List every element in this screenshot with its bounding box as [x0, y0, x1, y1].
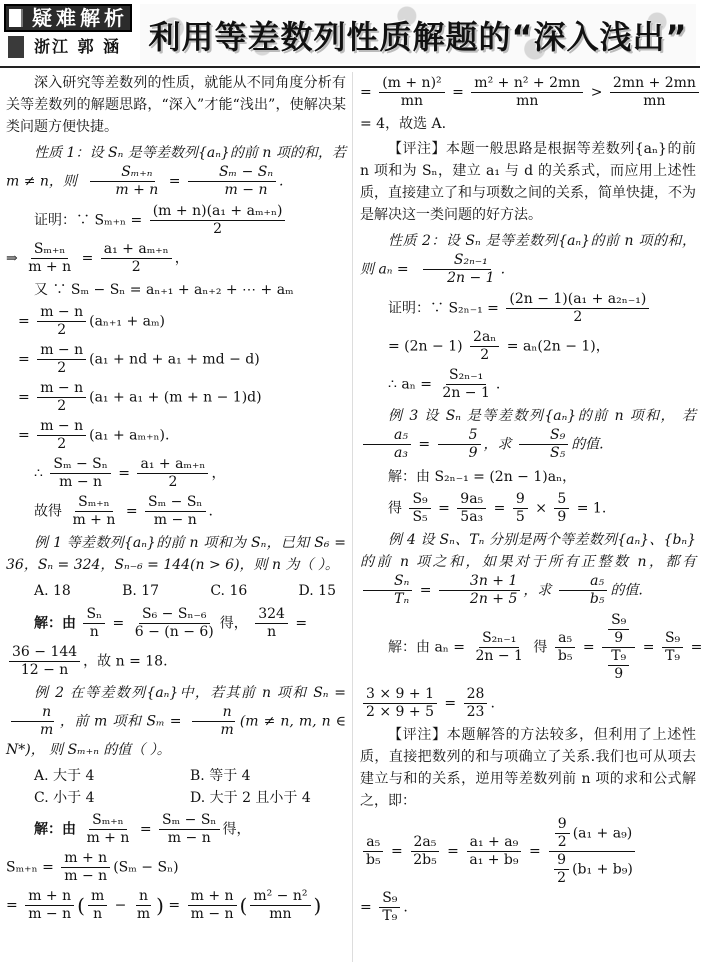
proof-1-implication: ⇒ $\frac{\text{Sₘ₊ₙ}}{m + n}$ = $\frac{\text{a₁ + aₘ₊ₙ}}{2}$ ， — [6, 241, 189, 275]
solution-2-line-4: = $\frac{\text{(m + n)²}}{mn}$ = $\frac{\text{m² + n² + 2mn}}{mn}$ > $\frac{2mn + 2mn}{mn}$ — [360, 75, 696, 110]
proof-2-line-2: = (2n − 1) $\frac{\text{2aₙ}}{2}$ = aₙ(2n − 1)， — [388, 329, 610, 363]
column-divider — [352, 72, 353, 962]
solution-2-line-1: 解：由 $\frac{\text{Sₘ₊ₙ}}{m + n}$ = $\frac{\text{Sₘ − Sₙ}}{m - n}$ 得， — [34, 812, 251, 846]
example-1: 例 1 等差数列{aₙ}的前 n 项和为 Sₙ，已知 S₆ = 36，Sₙ = 324，Sₙ₋₆ = 144(n > 6)，则 n 为（ ）。 — [6, 535, 346, 573]
option-c: C. 16 — [210, 583, 248, 599]
option-b: B. 等于 4 — [190, 768, 251, 784]
proof-1-conclusion: 故得 $\frac{\text{Sₘ₊ₙ}}{m + n}$ = $\frac{\text{Sₘ − Sₙ}}{m - n}$ . — [34, 494, 213, 528]
property-1-statement: 性质 1：设 Sₙ 是等差数列{aₙ}的前 n 项的和，若 m ≠ n，则 — [6, 145, 346, 190]
solution-3-line-2: 得 $\frac{\text{S₉}}{\text{S₅}}$ = $\frac{\text{9a₅}}{\text{5a₃}}$ = $\frac{9}{5}$ × $\frac{5}{9}$ = 1. — [388, 491, 607, 525]
equals-sign: = — [168, 173, 181, 190]
option-a: A. 18 — [34, 583, 71, 599]
solution-3-line-1: 解：由 S₂ₙ₋₁ = (2n − 1)aₙ， — [388, 469, 577, 485]
solution-4-line-2: $\frac{3 \times 9 + 1}{2 \times 9 + 5}$ = $\frac{28}{23}$ . — [360, 686, 696, 721]
example-2: 例 2 在等差数列{aₙ}中，若其前 n 项和 Sₙ = $\frac{n}{m}$ ，前 m 项和 Sₘ = $\frac{n}{m}$ (m ≠ n, m, n ∈ N*)， 则 Sₘ₊ₙ 的值（ ）。 — [6, 685, 347, 758]
solution-2-line-2: Sₘ₊ₙ = $\frac{m + n}{m - n}$ (Sₘ − Sₙ) — [6, 850, 179, 884]
proof-1-line: 证明：∵ Sₘ₊ₙ = $\frac{\text{(m + n)(a₁ + aₘ₊ₙ)}}{2}$ — [6, 203, 346, 238]
property-1: 性质 1：设 Sₙ 是等差数列{aₙ}的前 n 项的和，若 m ≠ n，则 $\frac{\text{Sₘ₊ₙ}}{m + n}$ = $\frac{\text{Sₘ − Sₙ}}{m - n}$ . — [6, 145, 346, 198]
article-title: 利用等差数列性质解题的“深入浅出” — [148, 18, 688, 56]
author-bar-decoration — [8, 36, 24, 58]
comment-2: 【评注】本题解答的方法较多，但利用了上述性质，直接把数列的和与项确立了关系.我们也可从项去建立与和的关系，逆用等差数列前 n 项的求和公式解之，即： — [360, 727, 696, 809]
proof-1-step-2: = $\frac{m - n}{2}$ (a₁ + nd + a₁ + md − d) — [18, 342, 260, 376]
property-1-rhs: $\frac{\text{Sₘ − Sₙ}}{m - n}$ — [188, 164, 276, 199]
solution-4-line-1: 解：由 aₙ = $\frac{\text{S₂ₙ₋₁}}{2n - 1}$ 得 $\frac{\text{a₅}}{\text{b₅}}$ = $\frac{\frac{\text{S₉}}{9}}{\frac{\text{T₉}}{9}}$ = $\frac{\text{S₉}}{\text{T₉}}$ = — [388, 612, 702, 682]
intro-paragraph: 深入研究等差数列的性质，就能从不同角度分析有关等差数列的解题思路，“深入”才能“浅出”，使解决某类问题方便快捷。 — [6, 75, 346, 135]
example-3: 例 3 设 Sₙ 是等差数列{aₙ}的前 n 项和， 若 $\frac{\text{a₅}}{\text{a₃}}$ = $\frac{5}{9}$ ，求 $\frac{\text{S₉}}{\text{S₅}}$ 的值. — [360, 405, 696, 462]
option-a: A. 大于 4 — [34, 768, 95, 784]
section-tag — [4, 4, 132, 32]
right-column — [360, 72, 702, 928]
solution-2-line-5: = 4，故选 A. — [360, 116, 447, 132]
article-header — [0, 0, 700, 66]
proof-1-step-1: = $\frac{m - n}{2}$ (aₙ₊₁ + aₘ) — [18, 304, 166, 338]
tag-corner-decoration — [9, 9, 23, 27]
solution-2-line-3: = $\frac{m + n}{m - n}$ ( $\frac{m}{n}$ − $\frac{n}{m}$ ) = $\frac{m + n}{m - n}$ ( $\frac{\text{m² − n²}}{mn}$ ) — [6, 888, 322, 922]
final-derivation-line-1: $\frac{\text{a₅}}{\text{b₅}}$ = $\frac{\text{2a₅}}{\text{2b₅}}$ = $\frac{\text{a₁ + a₉}}{\text{a₁ + b₉}}$ = $\frac{9}{2}$ (a₁ + a₉) $\frac{9}{2}$ (b₁ + b₉) — [360, 816, 696, 887]
option-d: D. 大于 2 且小于 4 — [190, 790, 311, 806]
header-rule — [0, 66, 700, 68]
author-name: 浙江 郭 涵 — [34, 37, 122, 56]
solution-1-line-2: $\frac{36 - 144}{12 - n}$ ，故 n = 18. — [6, 644, 346, 679]
proof-1-therefore: ∴ $\frac{\text{Sₘ − Sₙ}}{m - n}$ = $\frac{\text{a₁ + aₘ₊ₙ}}{2}$ ， — [34, 456, 226, 490]
solution-1-line-1: 解：由 $\frac{\text{Sₙ}}{n}$ = $\frac{\text{S₆ − Sₙ₋₆}}{6 - (n - 6)}$ 得， $\frac{324}{n}$ = — [34, 606, 308, 640]
title-banner — [140, 4, 696, 64]
example-2-options — [6, 765, 346, 809]
property-2: 性质 2：设 Sₙ 是等差数列{aₙ}的前 n 项的和，则 aₙ = $\frac{\text{S₂ₙ₋₁}}{2n - 1}$ . — [360, 233, 696, 286]
proof-1-also: 又 ∵ Sₘ − Sₙ = aₙ₊₁ + aₙ₊₂ + ⋯ + aₘ — [34, 282, 294, 298]
author-line — [4, 34, 134, 60]
section-tag-label: 疑难解析 — [32, 6, 128, 30]
proof-1-step-3: = $\frac{m - n}{2}$ (a₁ + a₁ + (m + n − 1)d) — [18, 380, 262, 414]
property-1-lhs: $\frac{\text{Sₘ₊ₙ}}{m + n}$ — [84, 164, 161, 199]
option-d: D. 15 — [298, 583, 336, 599]
left-column — [6, 72, 346, 926]
proof-2-line-1: 证明：∵ S₂ₙ₋₁ = $\frac{\text{(2n − 1)(a₁ + a₂ₙ₋₁)}}{2}$ — [360, 291, 696, 326]
option-b: B. 17 — [122, 583, 160, 599]
proof-2-line-3: ∴ aₙ = $\frac{\text{S₂ₙ₋₁}}{2n - 1}$ . — [388, 367, 501, 401]
option-c: C. 小于 4 — [34, 790, 95, 806]
comment-1: 【评注】本题一般思路是根据等差数列{aₙ}的前 n 项和为 Sₙ，建立 a₁ 与 d 的关系式，而应用上述性质，直接建立了和与项数之间的关系，简单快捷，不为是解决这一类问题的好方法。 — [360, 141, 696, 223]
example-4: 例 4 设 Sₙ、Tₙ 分别是两个等差数列{aₙ}、{bₙ}的前 n 项之和，如果对于所有正整数 n，都有 $\frac{\text{Sₙ}}{\text{Tₙ}}$ = $\frac{3n + 1}{2n + 5}$ ，求 $\frac{\text{a₅}}{\text{b₅}}$ 的值. — [360, 532, 696, 607]
proof-1-step-4: = $\frac{m - n}{2}$ (a₁ + aₘ₊ₙ). — [18, 418, 170, 452]
example-1-options — [6, 580, 346, 602]
final-derivation-line-2: = $\frac{\text{S₉}}{\text{T₉}}$ . — [360, 890, 408, 924]
